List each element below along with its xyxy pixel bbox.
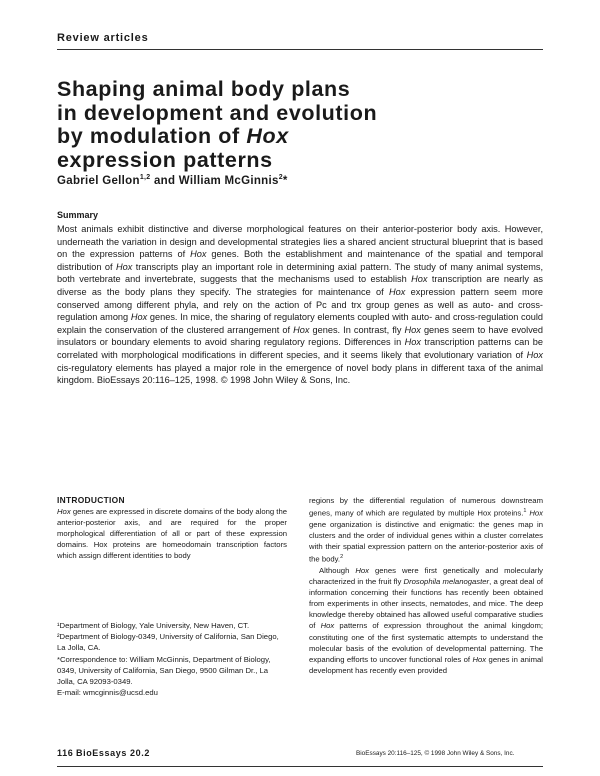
- author-1-affil: 1,2: [139, 174, 151, 181]
- correspondence: *Correspondence to: William McGinnis, Department of Biology, 0349, University of California, San Diego, 9500 Gilman Dr., La Jolla, CA 92093-0349.: [57, 654, 271, 687]
- intro-part: genes are expressed in discrete domains of the body along the anterior-posterior axis, and are required for the proper morphological differentiation of all or part of these expression domains. Hox proteins are homeodomain transcription factors which assign different identities to body: [57, 507, 287, 561]
- summary-hox: Hox: [526, 349, 543, 360]
- journal-name: BioEssays 20.2: [76, 748, 150, 758]
- bottom-rule: [57, 766, 543, 767]
- introduction-right-paragraph-1: [309, 495, 543, 565]
- page-number: 116: [57, 748, 74, 758]
- footer-citation: BioEssays 20:116–125, © 1998 John Wiley & Sons, Inc.: [356, 750, 515, 757]
- summary-part: expression pattern seem more conserved among different phyla, and rely on the action of Pc and trx group genes as well as auto- and cross-regulation among: [57, 286, 543, 323]
- authors: [57, 174, 288, 187]
- title-line-1: Shaping animal body plans: [57, 77, 351, 101]
- author-2: William McGinnis: [178, 174, 279, 187]
- affiliations: [57, 620, 287, 698]
- introduction-heading: INTRODUCTION: [57, 495, 125, 505]
- summary-part: Most animals exhibit distinctive and diverse morphological features on their anterior-posterior body axis. However, underneath the variation in design and developmental strategies lies a shared ancient structural blueprint that is based on the expression patterns of: [57, 224, 543, 260]
- intro-hox: Hox: [472, 654, 487, 664]
- summary-part: genes. In contrast, fly: [309, 324, 405, 335]
- intro-part: gene organization is distinctive and enigmatic: the genes map in clusters and the order of individual genes within a cluster correlates with their spatial expression pattern on the anterior-posterior axis of the body.: [309, 519, 543, 564]
- authors-and: and: [150, 174, 179, 187]
- summary-part: cis-regulatory elements has played a major role in the emergence of novel body plans in different taxa of the animal kingdom. BioEssays 20:116–125, 1998. © 1998 John Wiley & Sons, Inc.: [57, 362, 543, 386]
- intro-part: genes were first genetically and molecularly characterized in the fruit fly: [309, 566, 543, 587]
- affiliation-1: ¹Department of Biology, Yale University, New Haven, CT.: [57, 621, 250, 630]
- title-line-3: [57, 125, 497, 149]
- affiliation-2: ²Department of Biology-0349, University of California, San Diego, La Jolla, CA.: [57, 632, 279, 653]
- summary-heading: Summary: [57, 210, 99, 220]
- summary-hox: Hox: [411, 274, 428, 285]
- summary-hox: Hox: [404, 337, 421, 348]
- summary-hox: Hox: [293, 324, 310, 335]
- section-label: Review articles: [57, 32, 149, 44]
- summary-part: transcription are nearly as diverse as the body plans they specify. The strategies for maintenance of: [57, 274, 543, 297]
- intro-part: genes in animal development has recently even provided: [309, 654, 543, 675]
- intro-hox: Hox: [529, 508, 543, 518]
- summary-hox: Hox: [115, 261, 133, 272]
- intro-part: Although: [319, 566, 356, 575]
- article-title: [57, 78, 497, 172]
- intro-part: patterns of expression throughout the animal kingdom; constituting one of the first systematic attempts to understand the molecular basis of the evolution of developmental patterning. The expanding efforts to uncover functional roles of: [309, 621, 543, 664]
- summary-hox: Hox: [388, 286, 406, 297]
- introduction-left-column: [57, 506, 287, 561]
- species-name: Drosophila melanogaster: [403, 577, 490, 587]
- title-line-2: in development and evolution: [57, 100, 378, 125]
- intro-hox: Hox: [355, 566, 370, 575]
- title-line-3-text: by modulation of: [57, 124, 247, 148]
- title-line-4: expression patterns: [57, 147, 273, 172]
- top-rule: [57, 49, 543, 50]
- email: E-mail: wmcginnis@ucsd.edu: [57, 688, 158, 698]
- citation-ref: 2: [340, 554, 344, 561]
- summary-part: genes seem to have evolved insulators or boundary elements to avoid sharing regulatory regions. Differences in: [57, 324, 544, 348]
- author-1: Gabriel Gellon: [57, 174, 140, 187]
- summary-hox: Hox: [130, 312, 148, 323]
- intro-hox: Hox: [320, 621, 335, 631]
- citation-ref: 1: [523, 508, 527, 515]
- intro-part: , a great deal of information concerning their functions has recently been obtained from experiments in other insects, nematodes, and mice. The deep knowledge thereby obtained has allowed useful comparative studies of: [309, 577, 543, 631]
- summary-part: transcripts play an important role in determining axial pattern. The study of many animal systems, both vertebrate and invertebrate, suggests that the mechanisms used to establish: [57, 261, 544, 285]
- introduction-right-paragraph-2: [309, 565, 543, 676]
- summary-part: genes. In mice, the sharing of regulatory elements coupled with auto- and cross-regulation could explain the conservation of the clustered arrangement of: [57, 312, 543, 335]
- author-2-affil: 2: [278, 174, 283, 181]
- summary-hox: Hox: [404, 324, 421, 335]
- intro-hox: Hox: [57, 507, 71, 516]
- summary-text: [57, 223, 543, 387]
- summary-part: genes. Both the establishment and maintenance of the spatial and temporal distribution of: [57, 249, 543, 272]
- summary-part: transcription patterns can be correlated with morphological modifications in different species, and it seems likely that evolutionary variation of: [57, 337, 543, 360]
- title-hox: Hox: [246, 124, 289, 148]
- intro-part: regions by the differential regulation of numerous downstream genes, many of which are regulated by multiple Hox proteins.: [309, 496, 543, 518]
- author-2-star: *: [282, 174, 288, 187]
- summary-hox: Hox: [190, 249, 207, 260]
